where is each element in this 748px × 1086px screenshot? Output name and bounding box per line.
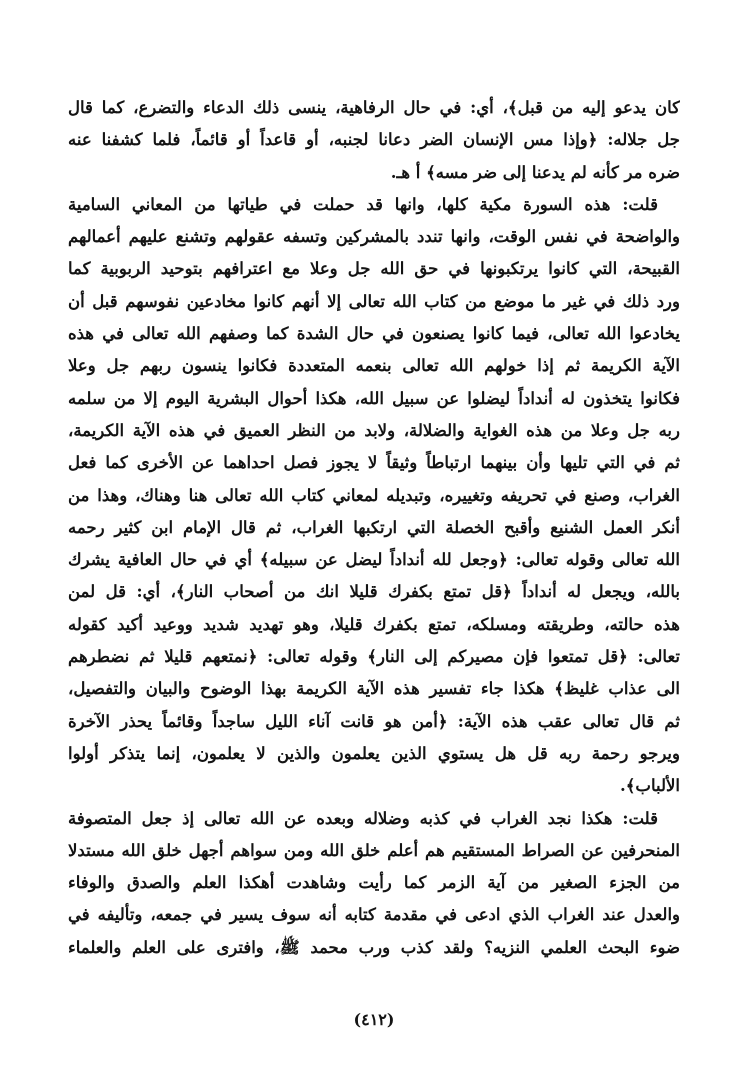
text-line: بالله، ويجعل له أنداداً ﴿قل تمتع بكفرك قليلا انك من أصحاب النار﴾، أي: قل لمن bbox=[68, 582, 680, 602]
text-line: ضره مر كأنه لم يدعنا إلى ضر مسه﴾ أ هـ. bbox=[390, 162, 680, 182]
text-line: ويرجو رحمة ربه قل هل يستوي الذين يعلمون والذين لا يعلمون، إنما يتذكر أولوا bbox=[68, 743, 680, 763]
text-line: من الجزء الصغير من آية الزمر كما رأيت وشاهدت أهكذا العلم والصدق والوفاء bbox=[68, 873, 680, 893]
text-line: أنكر العمل الشنيع وأقبح الخصلة التي ارتكبها الغراب، ثم قال الإمام ابن كثير رحمه bbox=[68, 517, 680, 537]
text-line: هذه حالته، وطريقته ومسلكه، تمتع بكفرك قليلا، وهو تهديد شديد ووعيد أكيد كقوله bbox=[68, 614, 680, 634]
text-line: ورد ذلك في غير ما موضع من كتاب الله تعالى إلا أنهم كانوا مخادعين نفوسهم قبل أن bbox=[68, 291, 680, 311]
text-line: قلت: هذه السورة مكية كلها، وانها قد حملت في طياتها من المعاني السامية bbox=[68, 194, 658, 214]
text-line: كان يدعو إليه من قبل﴾، أي: في حال الرفاهية، ينسى ذلك الدعاء والتضرع، كما قال bbox=[68, 98, 680, 117]
text-line: يخادعوا الله تعالى، فيما كانوا يصنعون في حال الشدة كما وصفهم الله تعالى في هذه bbox=[68, 324, 680, 344]
document-page bbox=[68, 92, 680, 992]
text-line: تعالى: ﴿قل تمتعوا فإن مصيركم إلى النار﴾ وقوله تعالى: ﴿نمتعهم قليلا ثم نضطرهم bbox=[68, 647, 680, 667]
text-line: جل جلاله: ﴿وإذا مس الإنسان الضر دعانا لجنبه، أو قاعداً أو قائماً، فلما كشفنا عنه bbox=[68, 130, 680, 150]
text-line: ضوء البحث العلمي النزيه؟ ولقد كذب ورب محمد ﷺ، وافترى على العلم والعلماء bbox=[68, 937, 680, 957]
text-line: والواضحة في نفس الوقت، وانها تندد بالمشركين وتسفه عقولهم وتشنع عليهم أعمالهم bbox=[68, 227, 680, 247]
text-line: ثم قال تعالى عقب هذه الآية: ﴿أمن هو قانت آناء الليل ساجداً وقائماً يحذر الآخرة bbox=[68, 711, 680, 731]
text-line: الله تعالى وقوله تعالى: ﴿وجعل لله أنداداً ليضل عن سبيله﴾ أي في حال العافية يشرك bbox=[68, 550, 680, 570]
text-line: المنحرفين عن الصراط المستقيم هم أعلم خلق الله ومن سواهم أجهل خلق الله مستدلا bbox=[68, 840, 680, 860]
text-line: الألباب﴾. bbox=[620, 776, 680, 796]
text-line: الغراب، وصنع في تحريفه وتغييره، وتبديله لمعاني كتاب الله تعالى هنا وهناك، وهذا من bbox=[68, 485, 680, 505]
page-number: (٤١٢) bbox=[353, 1010, 395, 1029]
text-line: والعدل عند الغراب الذي ادعى في مقدمة كتابه أنه سوف يسير في جمعه، وتأليفه في bbox=[68, 905, 680, 925]
text-line: الآية الكريمة ثم إذا خولهم الله تعالى بنعمه المتعددة فكانوا ينسون ربهم جل وعلا bbox=[68, 356, 680, 376]
text-line: القبيحة، التي كانوا يرتكبونها في حق الله جل وعلا مع اعترافهم بتوحيد الربوبية كما bbox=[68, 259, 680, 279]
text-line: ثم في التي تليها وأن بينهما ارتباطاً وثيقاً لا يجوز فصل احداهما عن الأخرى كما فعل bbox=[68, 453, 680, 473]
text-line: الى عذاب غليظ﴾ هكذا جاء تفسير هذه الآية الكريمة بهذا الوضوح والبيان والتفصيل، bbox=[68, 679, 680, 699]
text-line: قلت: هكذا نجد الغراب في كذبه وضلاله وبعده عن الله تعالى إذ جعل المتصوفة bbox=[68, 808, 658, 828]
text-line: فكانوا يتخذون له أنداداً ليضلوا عن سبيل الله، هكذا أحوال البشرية اليوم إلا من سلمه bbox=[68, 388, 680, 408]
text-line: ربه جل وعلا من هذه الغواية والضلالة، ولابد من النظر العميق في هذه الآية الكريمة، bbox=[68, 420, 680, 440]
